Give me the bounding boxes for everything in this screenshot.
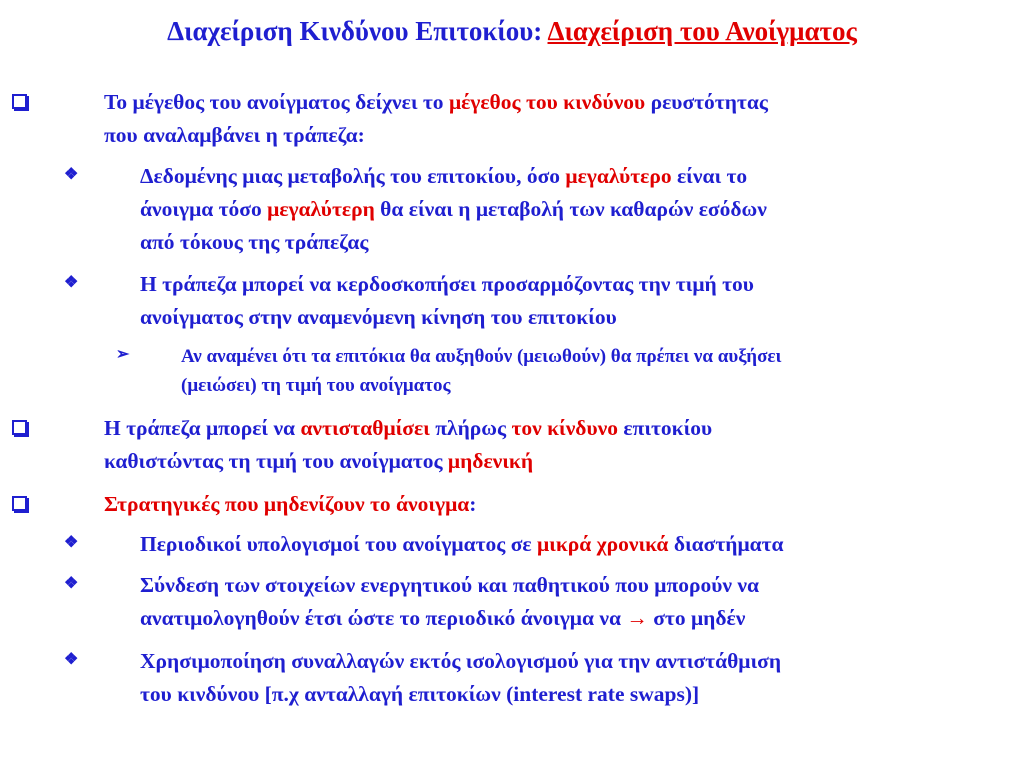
text-run: διαστήματα: [668, 532, 784, 556]
bullet-line: [140, 193, 1010, 226]
bullet-line: [140, 528, 1010, 561]
bullet-line: από τόκους της τράπεζας: [140, 230, 369, 254]
arrowhead-bullet-icon: ➢: [116, 346, 130, 363]
bullet-line: Σύνδεση των στοιχείων ενεργητικού και παθητικού που μπορούν να: [140, 573, 760, 597]
bullet-line: Η τράπεζα μπορεί να κερδοσκοπήσει προσαρμόζοντας την τιμή του: [140, 272, 754, 296]
bullet-line: [140, 160, 1010, 193]
slide-title: [0, 16, 1024, 47]
hollow-square-bullet-icon: [12, 496, 27, 516]
emphasis-text: αντισταθμίσει: [300, 416, 430, 440]
emphasis-text: μέγεθος του κινδύνου: [448, 90, 646, 114]
text-run: άνοιγμα τόσο: [140, 197, 268, 221]
text-run: ανατιμολογηθούν έτσι ώστε το περιοδικό άνοιγμα να: [140, 606, 627, 630]
text-run: πλήρως: [429, 416, 512, 440]
text-run: Το μέγεθος του ανοίγματος δείχνει το: [104, 90, 449, 114]
text-run: Η τράπεζα μπορεί να: [104, 416, 301, 440]
emphasis-text: τον κίνδυνο: [511, 416, 618, 440]
bullet-line: (μειώσει) τη τιμή του ανοίγματος: [181, 375, 451, 396]
four-diamond-bullet-icon: ❖: [64, 575, 79, 592]
emphasis-text: μηδενική: [447, 449, 534, 473]
text-run: επιτοκίου: [617, 416, 713, 440]
bullet-line: του κινδύνου [π.χ ανταλλαγή επιτοκίων (interest rate swaps)]: [140, 682, 700, 706]
bullet-line: που αναλαμβάνει η τράπεζα:: [104, 123, 365, 147]
emphasis-text: μεγαλύτερη: [267, 197, 375, 221]
four-diamond-bullet-icon: ❖: [64, 274, 79, 291]
arrow-right-icon: →: [626, 606, 648, 630]
four-diamond-bullet-icon: ❖: [64, 166, 79, 183]
bullet-line: [104, 445, 1004, 478]
text-run: θα είναι η μεταβολή των καθαρών εσόδων: [374, 197, 767, 221]
title-highlight: Διαχείριση του Ανοίγματος: [547, 16, 857, 46]
text-run: στο μηδέν: [647, 606, 746, 630]
title-prefix: Διαχείριση Κινδύνου Επιτοκίου:: [167, 16, 548, 46]
bullet-line: [140, 602, 1010, 635]
emphasis-text: μεγαλύτερο: [565, 164, 672, 188]
emphasis-text: μικρά χρονικά: [536, 532, 669, 556]
text-run: Περιοδικοί υπολογισμοί του ανοίγματος σε: [140, 532, 537, 556]
text-run: ρευστότητας: [645, 90, 768, 114]
text-run: καθιστώντας τη τιμή του ανοίγματος: [104, 449, 448, 473]
bullet-line: Χρησιμοποίηση συναλλαγών εκτός ισολογισμού για την αντιστάθμιση: [140, 649, 782, 673]
text-run: Δεδομένης μιας μεταβολής του επιτοκίου, όσο: [140, 164, 566, 188]
hollow-square-bullet-icon: [12, 420, 27, 440]
text-run: είναι το: [671, 164, 748, 188]
bullet-line: ανοίγματος στην αναμενόμενη κίνηση του επιτοκίου: [140, 305, 617, 329]
text-run: :: [469, 492, 477, 516]
emphasis-text: Στρατηγικές που μηδενίζουν το άνοιγμα: [104, 492, 470, 516]
hollow-square-bullet-icon: [12, 94, 27, 114]
bullet-line: [104, 412, 1004, 445]
bullet-line: [104, 488, 1004, 521]
four-diamond-bullet-icon: ❖: [64, 651, 79, 668]
bullet-line: [104, 86, 1004, 119]
bullet-line: Αν αναμένει ότι τα επιτόκια θα αυξηθούν (μειωθούν) θα πρέπει να αυξήσει: [181, 346, 782, 367]
four-diamond-bullet-icon: ❖: [64, 534, 79, 551]
